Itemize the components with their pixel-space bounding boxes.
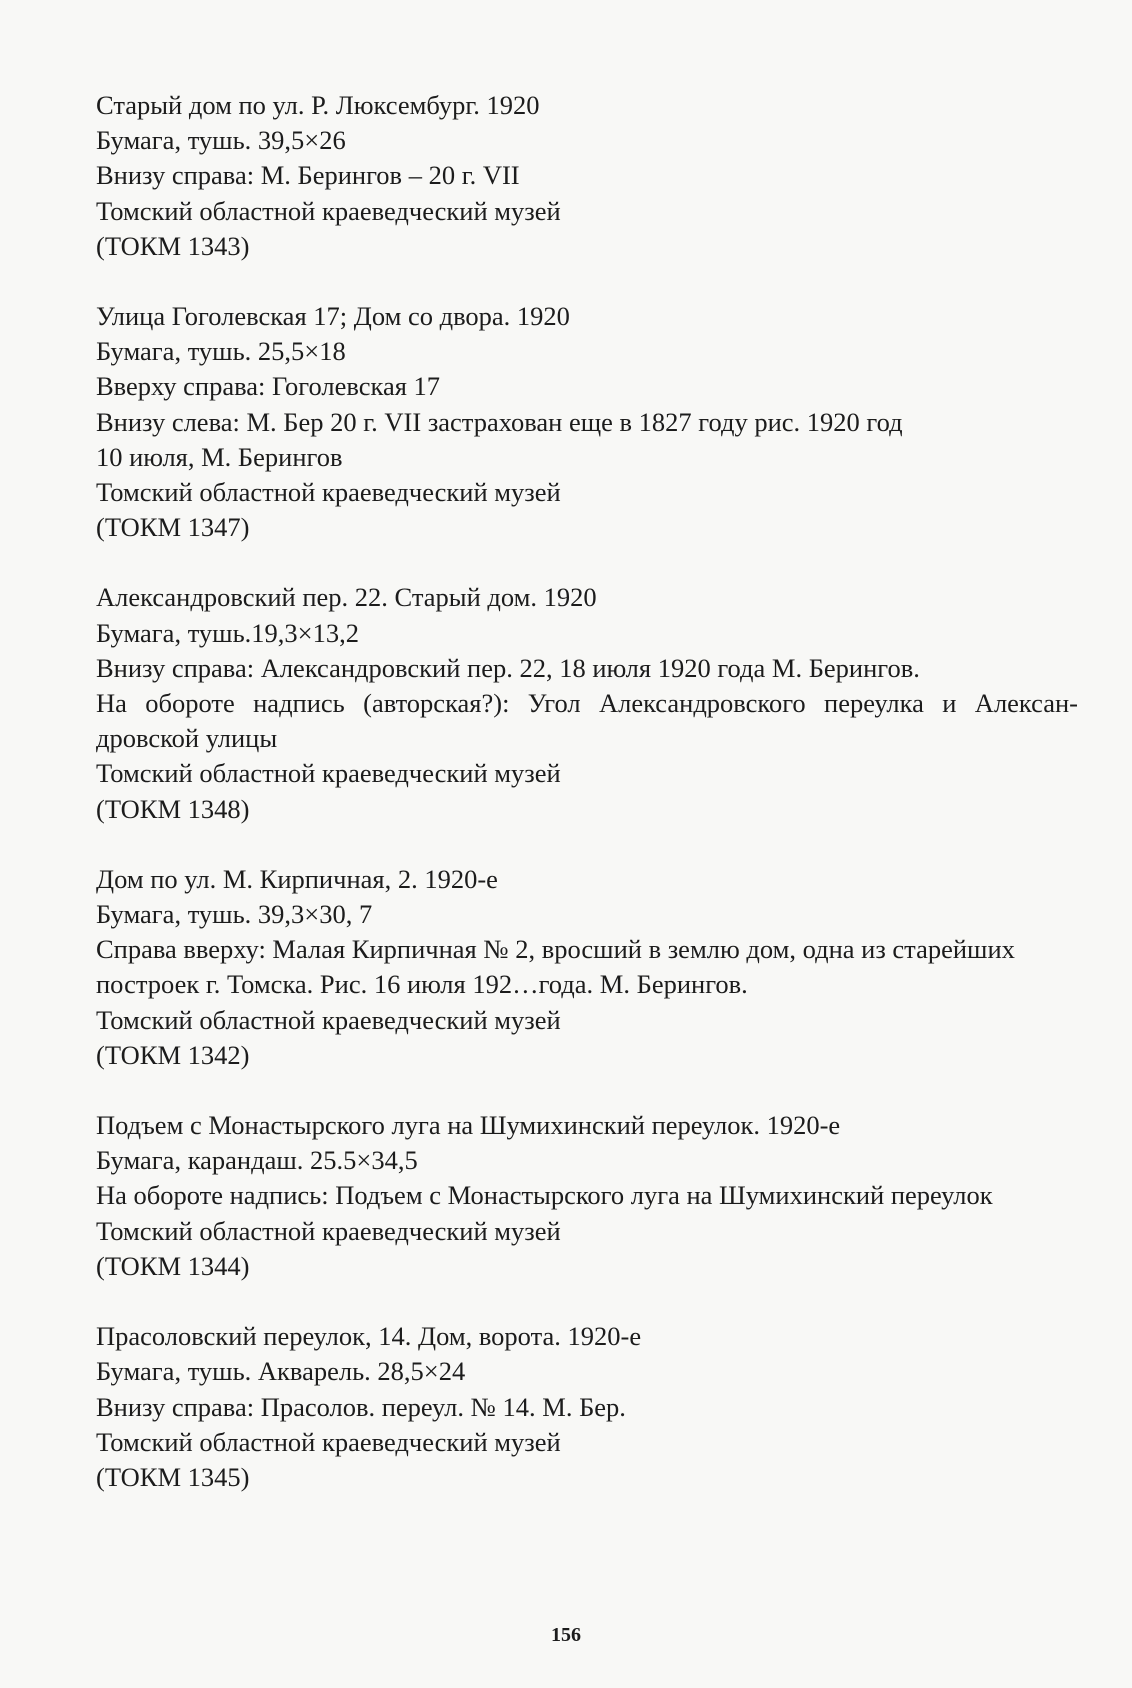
entry-title: Улица Гоголевская 17; Дом со двора. 1920 xyxy=(96,301,570,332)
entry-medium: Бумага, тушь. 39,3×30, 7 xyxy=(96,899,373,930)
entry-inscription: Внизу справа: Прасолов. переул. № 14. М. Бер. xyxy=(96,1391,626,1422)
entry-collection: Томский областной краеведческий музей xyxy=(96,195,561,226)
entry-inventory-number: (ТОКМ 1348) xyxy=(96,793,250,824)
entry-title: Старый дом по ул. Р. Люксембург. 1920 xyxy=(96,90,540,120)
entry-title: Прасоловский переулок, 14. Дом, ворота. 1920-е xyxy=(96,1321,642,1352)
entry-inventory-number: (ТОКМ 1345) xyxy=(96,1461,250,1492)
entry-inventory-number: (ТОКМ 1342) xyxy=(96,1039,250,1070)
entry-inscription: 10 июля, М. Берингов xyxy=(96,441,343,472)
catalog-entry xyxy=(96,580,1078,826)
catalog-entry xyxy=(96,862,1078,1073)
entry-medium: Бумага, тушь.19,3×13,2 xyxy=(96,617,359,648)
entry-inscription: На обороте надпись: Подъем с Монастырского луга на Шумихинский переулок xyxy=(96,1180,993,1211)
page-number: 156 xyxy=(551,1624,581,1646)
catalog-entries xyxy=(96,88,1078,1530)
entry-medium: Бумага, карандаш. 25.5×34,5 xyxy=(96,1145,418,1176)
entry-inscription: Внизу справа: М. Берингов – 20 г. VII xyxy=(96,160,520,191)
entry-inscription: дровской улицы xyxy=(96,723,278,754)
entry-title: Александровский пер. 22. Старый дом. 1920 xyxy=(96,582,597,613)
entry-collection: Томский областной краеведческий музей xyxy=(96,1215,561,1246)
entry-medium: Бумага, тушь. 39,5×26 xyxy=(96,125,346,156)
entry-collection: Томский областной краеведческий музей xyxy=(96,758,561,789)
entry-medium: Бумага, тушь. Акварель. 28,5×24 xyxy=(96,1356,466,1387)
entry-inventory-number: (ТОКМ 1347) xyxy=(96,512,250,543)
entry-collection: Томский областной краеведческий музей xyxy=(96,1004,561,1035)
entry-inscription: Внизу слева: М. Бер 20 г. VII застрахован еще в 1827 году рис. 1920 год xyxy=(96,406,903,437)
entry-collection: Томский областной краеведческий музей xyxy=(96,477,561,508)
catalog-entry xyxy=(96,1108,1078,1284)
entry-medium: Бумага, тушь. 25,5×18 xyxy=(96,336,346,367)
catalog-entry xyxy=(96,299,1078,545)
entry-collection: Томский областной краеведческий музей xyxy=(96,1426,561,1457)
entry-inscription: построек г. Томска. Рис. 16 июля 192…года. М. Берингов. xyxy=(96,969,748,1000)
entry-title: Подъем с Монастырского луга на Шумихинский переулок. 1920-е xyxy=(96,1110,841,1141)
entry-inventory-number: (ТОКМ 1344) xyxy=(96,1250,250,1281)
entry-title: Дом по ул. М. Кирпичная, 2. 1920-е xyxy=(96,863,498,894)
entry-inventory-number: (ТОКМ 1343) xyxy=(96,230,250,261)
entry-inscription: Вверху справа: Гоголевская 17 xyxy=(96,371,441,402)
catalog-entry xyxy=(96,88,1078,264)
entry-inscription: Внизу справа: Александровский пер. 22, 18 июля 1920 года М. Берингов. xyxy=(96,652,920,683)
catalog-entry xyxy=(96,1319,1078,1495)
entry-inscription: Справа вверху: Малая Кирпичная № 2, вросший в землю дом, одна из старейших xyxy=(96,934,1015,965)
entry-inscription: На обороте надпись (авторская?): Угол Александровского переулка и Алексан- xyxy=(96,688,1078,719)
